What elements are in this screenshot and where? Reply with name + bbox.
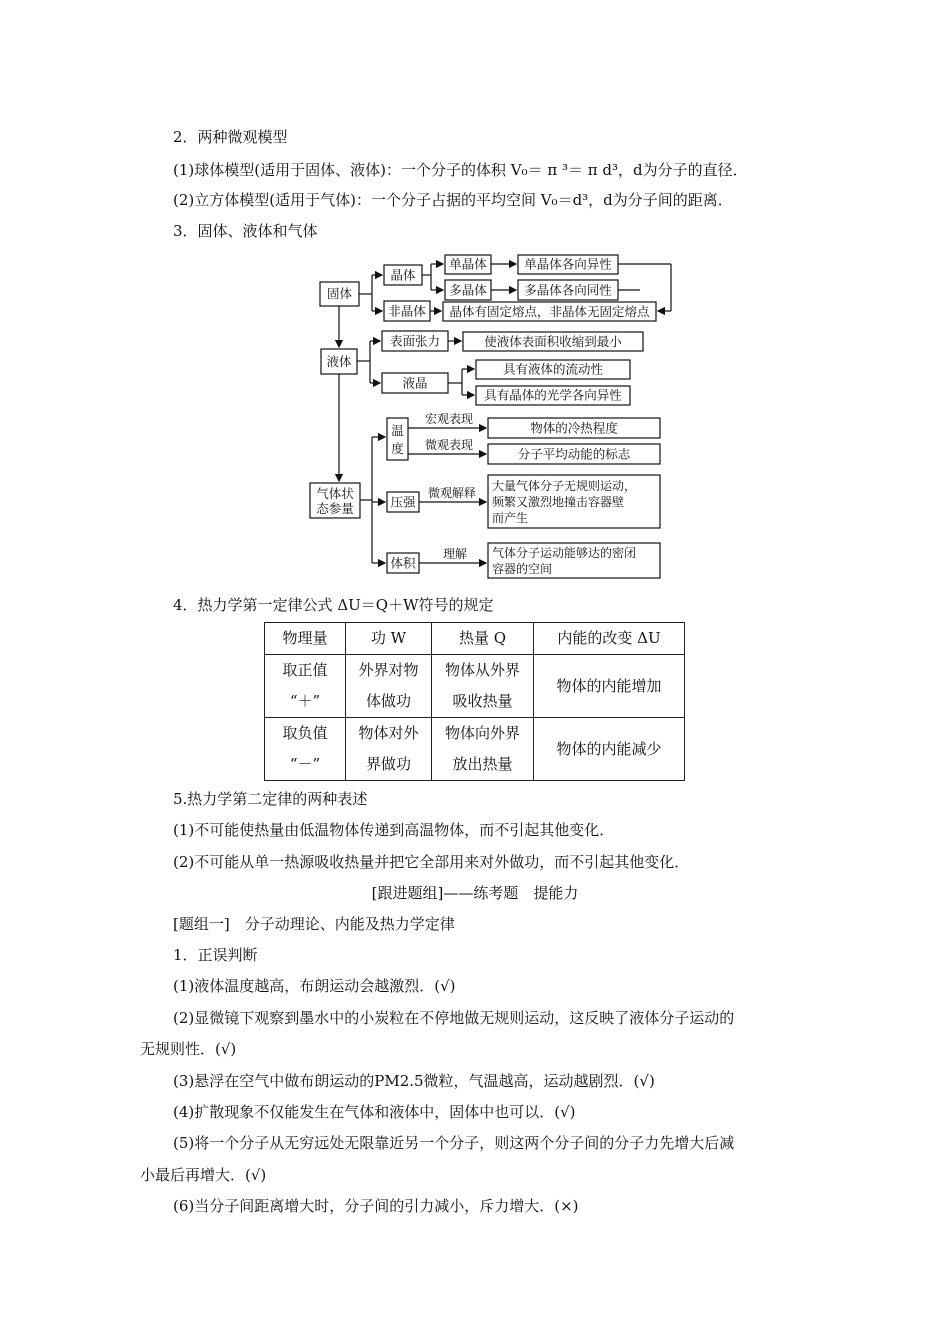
pressure-explain-line2: 频繁又激烈地撞击容器壁 bbox=[492, 495, 625, 509]
judgement-item-1: (1)液体温度越高，布朗运动会越激烈．(√) bbox=[173, 977, 456, 995]
node-macro-value: 物体的冷热程度 bbox=[530, 420, 618, 436]
table-cell bbox=[432, 718, 534, 781]
table-row bbox=[265, 655, 685, 718]
table-cell bbox=[432, 655, 534, 718]
first-law-sign-table bbox=[264, 622, 685, 781]
cell-line: 外界对物 bbox=[358, 661, 419, 679]
cell-line: 体做功 bbox=[365, 692, 411, 710]
label-micro-explain: 微观解释 bbox=[427, 486, 477, 500]
pressure-explain-line1: 大量气体分子无规则运动， bbox=[492, 479, 637, 493]
volume-explain-line2: 容器的空间 bbox=[492, 562, 553, 576]
node-amorphous: 非晶体 bbox=[388, 303, 426, 319]
question-group-title: [题组一] 分子动理论、内能及热力学定律 bbox=[173, 915, 455, 933]
node-surface-effect: 使液体表面积收缩到最小 bbox=[484, 334, 622, 349]
cell-line: 物体从外界 bbox=[444, 661, 520, 679]
node-surface-tension: 表面张力 bbox=[389, 333, 441, 349]
second-law-statement-2: (2)不可能从单一热源吸收热量并把它全部用来对外做功，而不引起其他变化． bbox=[173, 853, 690, 871]
cell-line: 物体向外界 bbox=[444, 724, 520, 742]
node-liquid-crystal: 液晶 bbox=[402, 375, 428, 391]
label-macro: 宏观表现 bbox=[424, 412, 474, 426]
question-1-title: 1．正误判断 bbox=[173, 946, 258, 964]
node-gas-state-line1: 气体状 bbox=[316, 486, 354, 501]
node-solid: 固体 bbox=[326, 286, 353, 301]
node-poly-prop: 多晶体各向同性 bbox=[524, 282, 612, 298]
cube-model-text: (2)立方体模型(适用于气体)：一个分子占据的平均空间 V₀＝d³，d为分子间的距离． bbox=[173, 191, 733, 209]
node-liquid: 液体 bbox=[326, 354, 352, 369]
cell-line: 取负值 bbox=[282, 724, 328, 742]
cell-line: 吸收热量 bbox=[452, 692, 513, 710]
header-cell: 物理量 bbox=[265, 623, 346, 655]
sphere-model-text: (1)球体模型(适用于固体、液体)：一个分子的体积 V₀＝ π ³＝ π d³，d为分子的直径． bbox=[173, 161, 748, 179]
pressure-explain-line3: 而产生 bbox=[492, 511, 529, 525]
header-cell: 热量 Q bbox=[432, 623, 534, 655]
cell-line: 界做功 bbox=[365, 755, 411, 773]
table-cell: 物体的内能减少 bbox=[534, 718, 685, 781]
table-header-row bbox=[265, 623, 685, 655]
judgement-item-3: (3)悬浮在空气中做布朗运动的PM2.5微粒，气温越高，运动越剧烈．(√) bbox=[173, 1072, 655, 1090]
judgement-item-4: (4)扩散现象不仅能发生在气体和液体中，固体中也可以．(√) bbox=[173, 1103, 576, 1121]
node-lc-fluid: 具有液体的流动性 bbox=[502, 361, 604, 377]
volume-explain-line1: 气体分子运动能够达的密闭 bbox=[492, 546, 637, 560]
judgement-item-6: (6)当分子间距离增大时，分子间的引力减小，斥力增大．(×) bbox=[173, 1197, 579, 1215]
section-4-title: 4．热力学第一定律公式 ΔU＝Q＋W符号的规定 bbox=[173, 596, 494, 614]
judgement-item-5-line2: 小最后再增大．(√) bbox=[140, 1166, 267, 1184]
node-lc-optical: 具有晶体的光学各向异性 bbox=[484, 387, 622, 403]
node-temperature-line2: 度 bbox=[391, 441, 404, 456]
section-2-title: 2．两种微观模型 bbox=[173, 128, 288, 146]
node-single-crystal: 单晶体 bbox=[449, 256, 487, 272]
table-row bbox=[265, 718, 685, 781]
section-5-title: 5.热力学第二定律的两种表述 bbox=[173, 790, 368, 808]
node-pressure: 压强 bbox=[390, 494, 416, 510]
judgement-item-2-line1: (2)显微镜下观察到墨水中的小炭粒在不停地做无规则运动，这反映了液体分子运动的 bbox=[173, 1009, 735, 1027]
table-cell bbox=[346, 718, 432, 781]
cell-line: “－” bbox=[289, 755, 321, 773]
second-law-statement-1: (1)不可能使热量由低温物体传递到高温物体，而不引起其他变化． bbox=[173, 821, 615, 839]
node-gas-state-line2: 态参量 bbox=[316, 501, 354, 516]
header-cell: 内能的改变 ΔU bbox=[534, 623, 685, 655]
header-cell: 功 W bbox=[346, 623, 432, 655]
node-poly-crystal: 多晶体 bbox=[449, 282, 487, 298]
cell-line: 取正值 bbox=[282, 661, 328, 679]
states-of-matter-diagram bbox=[300, 248, 690, 584]
node-melting: 晶体有固定熔点，非晶体无固定熔点 bbox=[449, 304, 650, 319]
table-cell: 物体的内能增加 bbox=[534, 655, 685, 718]
cell-line: 放出热量 bbox=[452, 755, 513, 773]
node-volume: 体积 bbox=[390, 555, 416, 571]
node-single-prop: 单晶体各向异性 bbox=[524, 256, 612, 272]
cell-line: 物体对外 bbox=[358, 724, 419, 742]
node-micro-value: 分子平均动能的标志 bbox=[517, 446, 631, 462]
section-3-title: 3．固体、液体和气体 bbox=[173, 222, 318, 240]
table-cell bbox=[265, 655, 346, 718]
table-cell bbox=[265, 718, 346, 781]
follow-up-heading: [跟进题组]——练考题 提能力 bbox=[371, 884, 579, 902]
cell-line: “＋” bbox=[289, 692, 321, 710]
judgement-item-5-line1: (5)将一个分子从无穷远处无限靠近另一个分子，则这两个分子间的分子力先增大后减 bbox=[173, 1134, 735, 1152]
judgement-item-2-line2: 无规则性．(√) bbox=[140, 1040, 237, 1058]
node-crystal: 晶体 bbox=[390, 267, 416, 283]
label-understand: 理解 bbox=[442, 547, 468, 561]
table-cell bbox=[346, 655, 432, 718]
node-temperature-line1: 温 bbox=[391, 423, 404, 438]
label-micro: 微观表现 bbox=[424, 438, 474, 452]
